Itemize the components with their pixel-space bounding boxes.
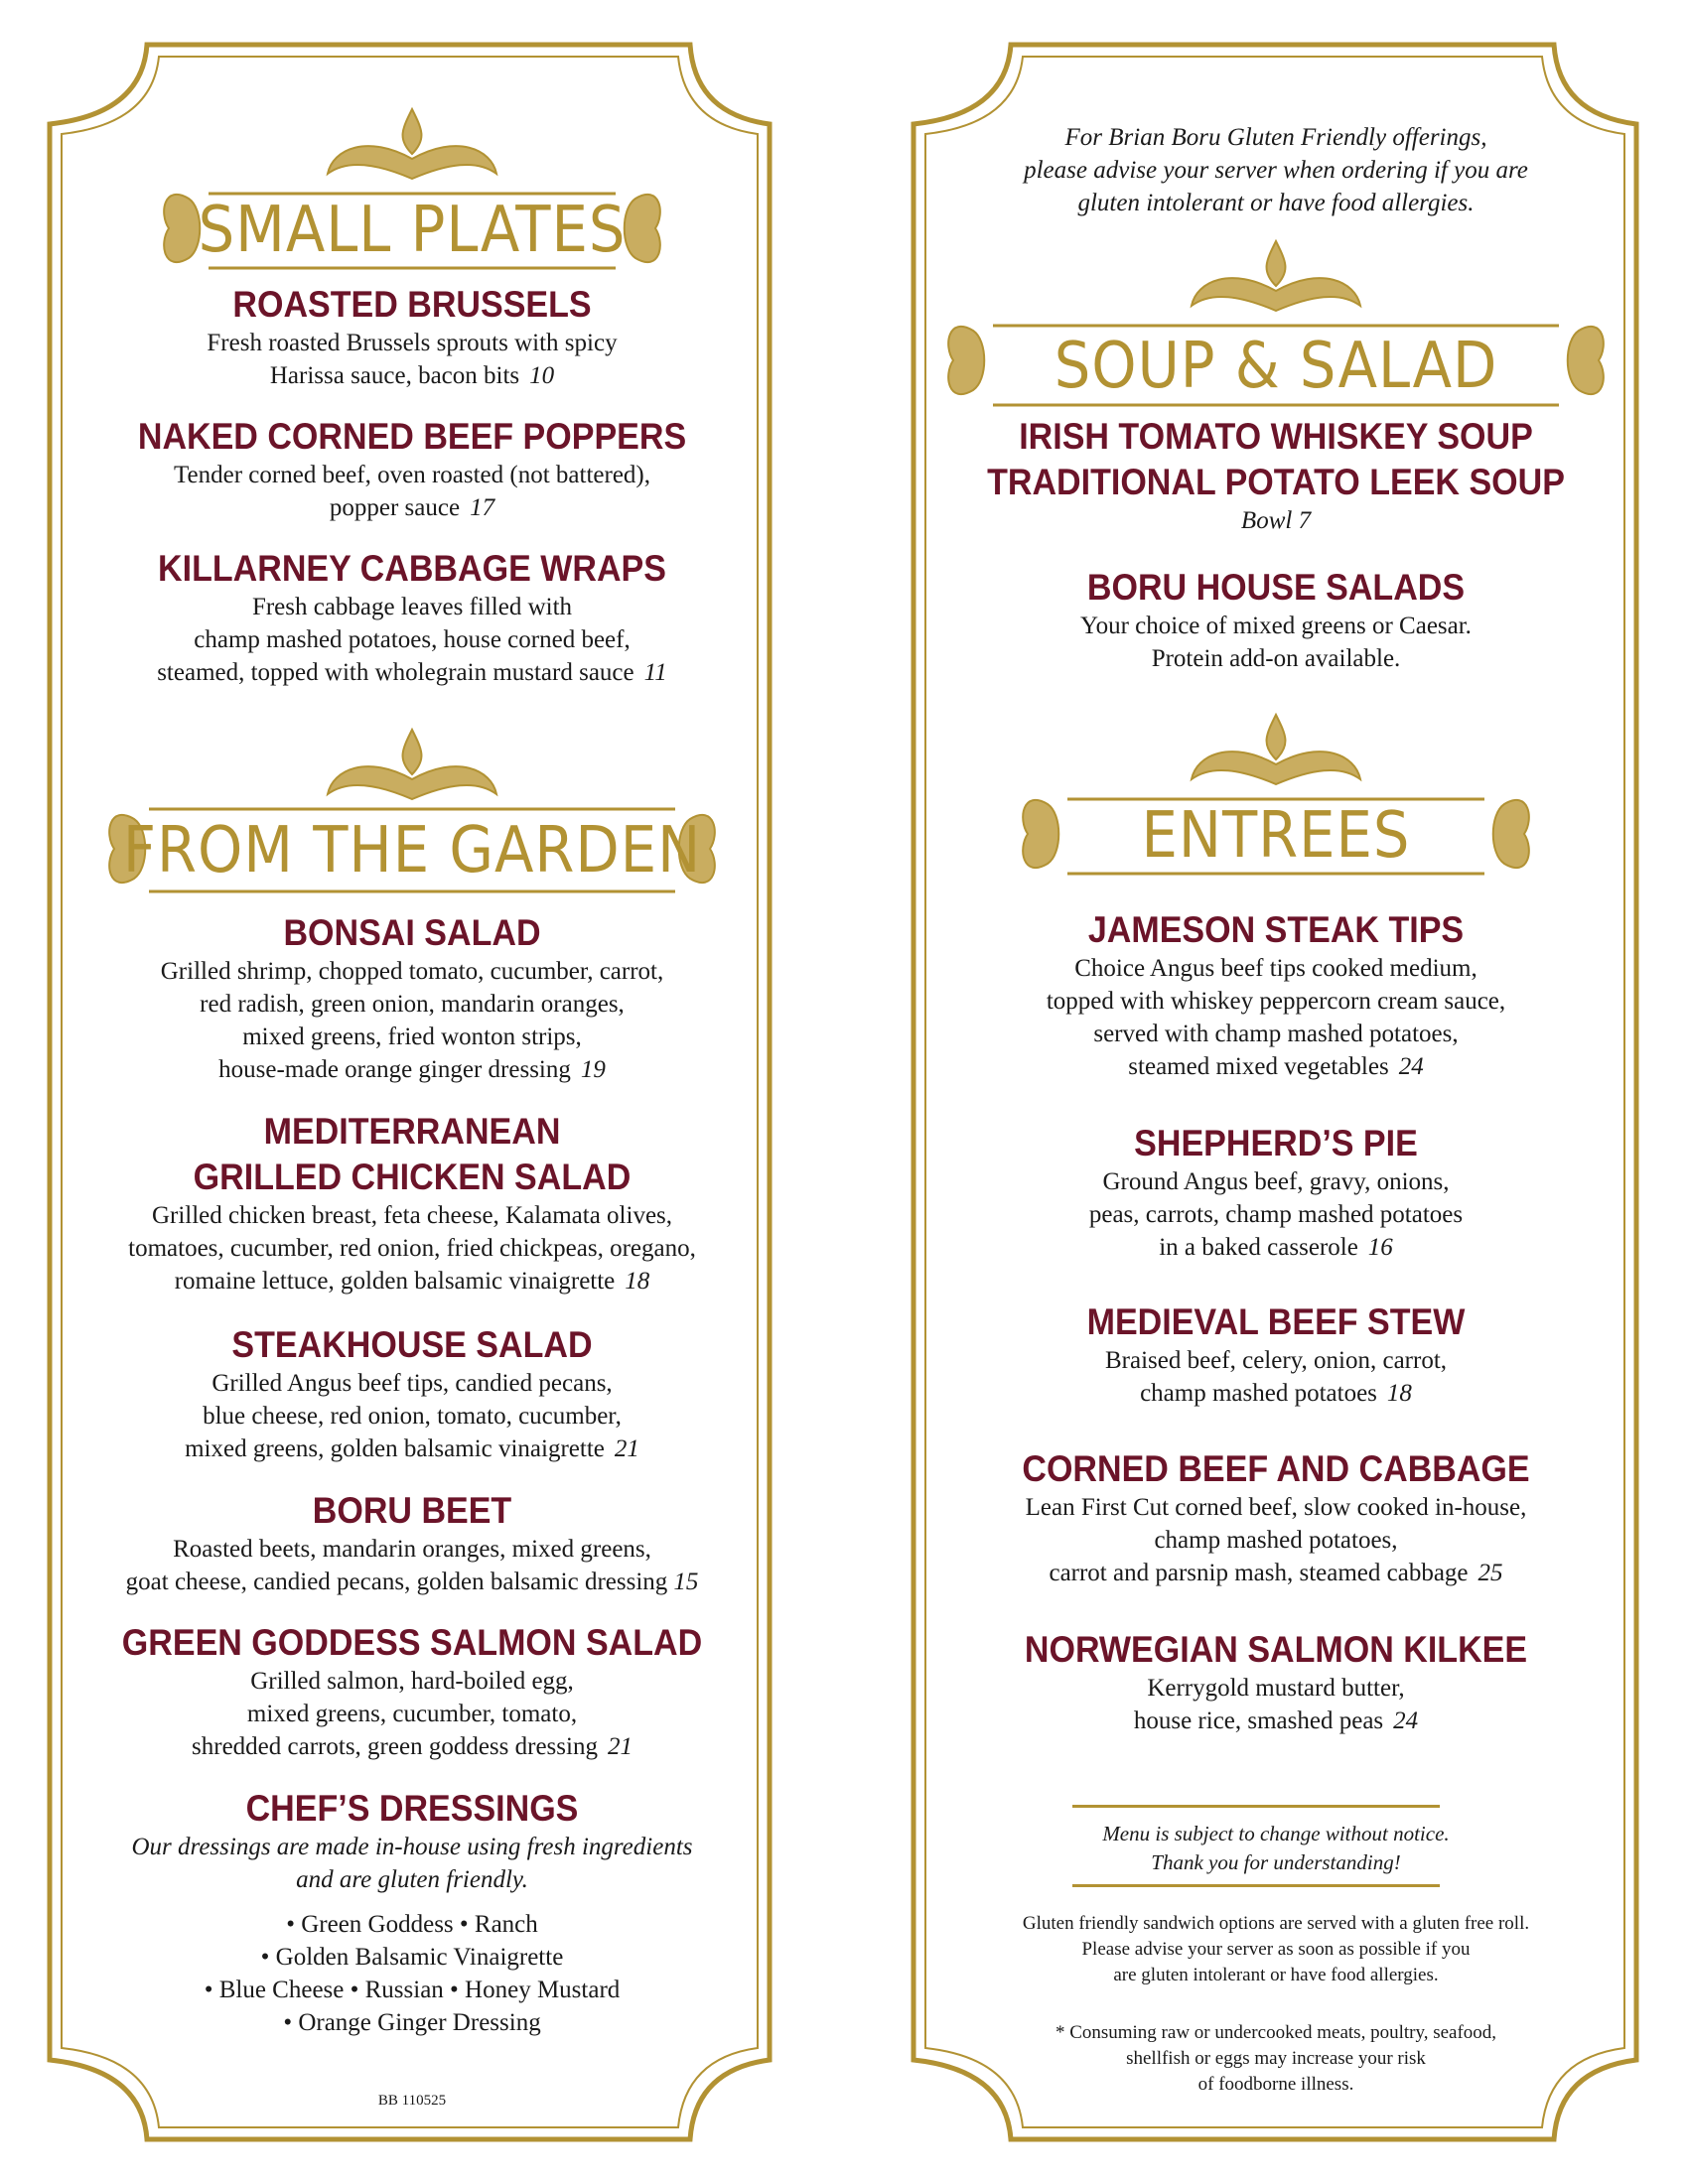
- item-price: 25: [1477, 1560, 1503, 1586]
- item-description: Grilled chicken breast, feta cheese, Kalamata olives,: [151, 1202, 673, 1229]
- item-name: TRADITIONAL POTATO LEEK SOUP: [987, 462, 1565, 502]
- chefs-dressings: [70, 1787, 755, 2039]
- dressings-note: Our dressings are made in-house using fresh ingredients: [131, 1834, 693, 1860]
- item-description: mixed greens, golden balsamic vinaigrette 21: [185, 1435, 639, 1462]
- notice-line: Menu is subject to change without notice.: [1102, 1822, 1450, 1845]
- menu-item: [70, 283, 755, 392]
- item-description: in a baked casserole 16: [1159, 1234, 1393, 1261]
- item-price: 24: [1393, 1707, 1419, 1734]
- item-price: 10: [529, 362, 555, 389]
- dressings-list-line: • Orange Ginger Dressing: [283, 2009, 541, 2036]
- item-name: GRILLED CHICKEN SALAD: [193, 1157, 632, 1197]
- dressings-list-line: • Green Goddess • Ranch: [286, 1911, 538, 1938]
- item-description: goat cheese, candied pecans, golden balsamic dressing 15: [125, 1569, 699, 1595]
- item-description: peas, carrots, champ mashed potatoes: [1088, 1201, 1464, 1228]
- gf-line: Please advise your server as soon as possible if you: [1081, 1939, 1471, 1960]
- menu-item: [70, 415, 755, 524]
- item-name: ROASTED BRUSSELS: [232, 284, 592, 325]
- section-title-soup-salad: SOUP & SALAD: [1054, 330, 1498, 403]
- item-name: GREEN GODDESS SALMON SALAD: [121, 1622, 703, 1663]
- item-description: Harissa sauce, bacon bits 10: [269, 362, 555, 389]
- item-description: steamed, topped with wholegrain mustard sauce 11: [157, 659, 667, 686]
- item-name: BONSAI SALAD: [283, 912, 541, 953]
- intro-line: gluten intolerant or have food allergies.: [1077, 190, 1475, 216]
- item-description: Tender corned beef, oven roasted (not battered),: [174, 462, 650, 488]
- item-name: BORU HOUSE SALADS: [1086, 567, 1466, 608]
- menu-item: [70, 911, 755, 1086]
- item-name: MEDIEVAL BEEF STEW: [1086, 1301, 1466, 1342]
- item-description: mixed greens, cucumber, tomato,: [246, 1701, 578, 1727]
- dressings-list-line: • Golden Balsamic Vinaigrette: [260, 1944, 564, 1971]
- entrees-header: [933, 710, 1618, 918]
- item-price: 21: [607, 1733, 633, 1760]
- small-plates-header: [70, 104, 755, 313]
- section-title-from-the-garden: FROM THE GARDEN: [122, 814, 702, 887]
- menu-item: [933, 1300, 1618, 1410]
- gluten-notice: [933, 1911, 1618, 1988]
- gf-line: Gluten friendly sandwich options are served with a gluten free roll.: [1022, 1913, 1530, 1934]
- item-description: blue cheese, red onion, tomato, cucumber,: [203, 1403, 622, 1430]
- item-description: red radish, green onion, mandarin oranges,: [200, 991, 625, 1018]
- from-the-garden-header: [70, 725, 755, 933]
- item-description: Your choice of mixed greens or Caesar.: [1080, 613, 1472, 639]
- item-description: served with champ mashed potatoes,: [1093, 1021, 1459, 1047]
- divider: [1072, 1805, 1440, 1808]
- item-description: shredded carrots, green goddess dressing 21: [192, 1733, 633, 1760]
- menu-item: [70, 547, 755, 689]
- item-description: Choice Angus beef tips cooked medium,: [1074, 955, 1477, 982]
- item-description: carrot and parsnip mash, steamed cabbage 25: [1049, 1560, 1503, 1586]
- item-description: house rice, smashed peas 24: [1133, 1707, 1419, 1734]
- item-description: champ mashed potatoes,: [1154, 1527, 1398, 1554]
- item-description: topped with whiskey peppercorn cream sauce,: [1046, 988, 1506, 1015]
- item-name: MEDITERRANEAN: [263, 1111, 561, 1152]
- item-description: Grilled shrimp, chopped tomato, cucumber, carrot,: [160, 958, 664, 985]
- item-price: 21: [614, 1435, 639, 1462]
- item-description: Grilled salmon, hard-boiled egg,: [250, 1668, 574, 1695]
- gf-line: are gluten intolerant or have food allergies.: [1113, 1965, 1439, 1985]
- item-description: Protein add-on available.: [1151, 645, 1401, 672]
- menu-code: BB 110525: [377, 2093, 447, 2109]
- item-description: Fresh cabbage leaves filled with: [251, 594, 573, 620]
- warning-line: of foodborne illness.: [1197, 2074, 1354, 2095]
- item-description: Lean First Cut corned beef, slow cooked in-house,: [1025, 1494, 1527, 1521]
- item-description: Braised beef, celery, onion, carrot,: [1104, 1347, 1448, 1374]
- intro-line: please advise your server when ordering if you are: [1024, 157, 1528, 184]
- left-menu-column: [70, 0, 755, 2109]
- item-name: BORU BEET: [312, 1490, 512, 1531]
- item-description: romaine lettuce, golden balsamic vinaigrette 18: [174, 1268, 650, 1295]
- item-price: 15: [673, 1569, 699, 1595]
- menu-item: [933, 1628, 1618, 1737]
- item-description: popper sauce 17: [329, 494, 495, 521]
- soup-salad-header: [933, 236, 1618, 445]
- menu-item: [933, 908, 1618, 1083]
- menu-item: [70, 1621, 755, 1763]
- item-name: IRISH TOMATO WHISKEY SOUP: [1019, 416, 1533, 457]
- item-name: NORWEGIAN SALMON KILKEE: [1024, 1629, 1528, 1670]
- warning-line: shellfish or eggs may increase your risk: [1126, 2048, 1426, 2069]
- item-description: Roasted beets, mandarin oranges, mixed greens,: [173, 1536, 651, 1563]
- menu-item: [933, 1122, 1618, 1264]
- menu-item: [70, 1489, 755, 1598]
- item-price: 19: [580, 1056, 606, 1083]
- item-description: Kerrygold mustard butter,: [1147, 1675, 1405, 1702]
- item-name: KILLARNEY CABBAGE WRAPS: [158, 548, 666, 589]
- item-description: tomatoes, cucumber, red onion, fried chickpeas, oregano,: [128, 1235, 696, 1262]
- intro-line: For Brian Boru Gluten Friendly offerings,: [1064, 124, 1487, 151]
- menu-item: [70, 1110, 755, 1297]
- item-name: STEAKHOUSE SALAD: [231, 1324, 593, 1365]
- item-price: 18: [1386, 1380, 1412, 1407]
- item-price: 11: [643, 659, 667, 686]
- item-name: SHEPHERD’S PIE: [1134, 1123, 1418, 1163]
- item-name: CORNED BEEF AND CABBAGE: [1022, 1448, 1530, 1489]
- soup-note: Bowl 7: [1240, 507, 1312, 534]
- item-description: mixed greens, fried wonton strips,: [242, 1024, 582, 1050]
- gluten-intro: [933, 121, 1618, 219]
- item-price: 24: [1398, 1053, 1424, 1080]
- menu-item: [933, 566, 1618, 675]
- item-price: 17: [470, 494, 495, 521]
- item-description: champ mashed potatoes, house corned beef,: [194, 626, 631, 653]
- item-description: steamed mixed vegetables 24: [1128, 1053, 1424, 1080]
- item-description: house-made orange ginger dressing 19: [218, 1056, 606, 1083]
- item-name: JAMESON STEAK TIPS: [1087, 909, 1465, 950]
- menu-item: [933, 1447, 1618, 1589]
- soups: [933, 415, 1618, 537]
- item-price: 18: [625, 1268, 650, 1295]
- menu-notice: [933, 1820, 1618, 1877]
- divider: [1072, 1884, 1440, 1887]
- item-description: Grilled Angus beef tips, candied pecans,: [211, 1370, 613, 1397]
- menu-item: [70, 1323, 755, 1465]
- dressings-note: and are gluten friendly.: [296, 1866, 528, 1893]
- item-name: NAKED CORNED BEEF POPPERS: [137, 416, 687, 457]
- warning-line: * Consuming raw or undercooked meats, poultry, seafood,: [1055, 2022, 1497, 2043]
- item-name: CHEF’S DRESSINGS: [245, 1788, 579, 1829]
- notice-line: Thank you for understanding!: [1151, 1850, 1401, 1874]
- consumption-warning: [933, 2020, 1618, 2098]
- item-description: champ mashed potatoes 18: [1140, 1380, 1412, 1407]
- item-description: Fresh roasted Brussels sprouts with spicy: [207, 330, 618, 356]
- dressings-list-line: • Blue Cheese • Russian • Honey Mustard: [204, 1977, 621, 2003]
- item-price: 16: [1367, 1234, 1393, 1261]
- section-title-entrees: ENTREES: [1141, 799, 1411, 873]
- item-description: Ground Angus beef, gravy, onions,: [1102, 1168, 1450, 1195]
- section-title-small-plates: SMALL PLATES: [198, 194, 627, 267]
